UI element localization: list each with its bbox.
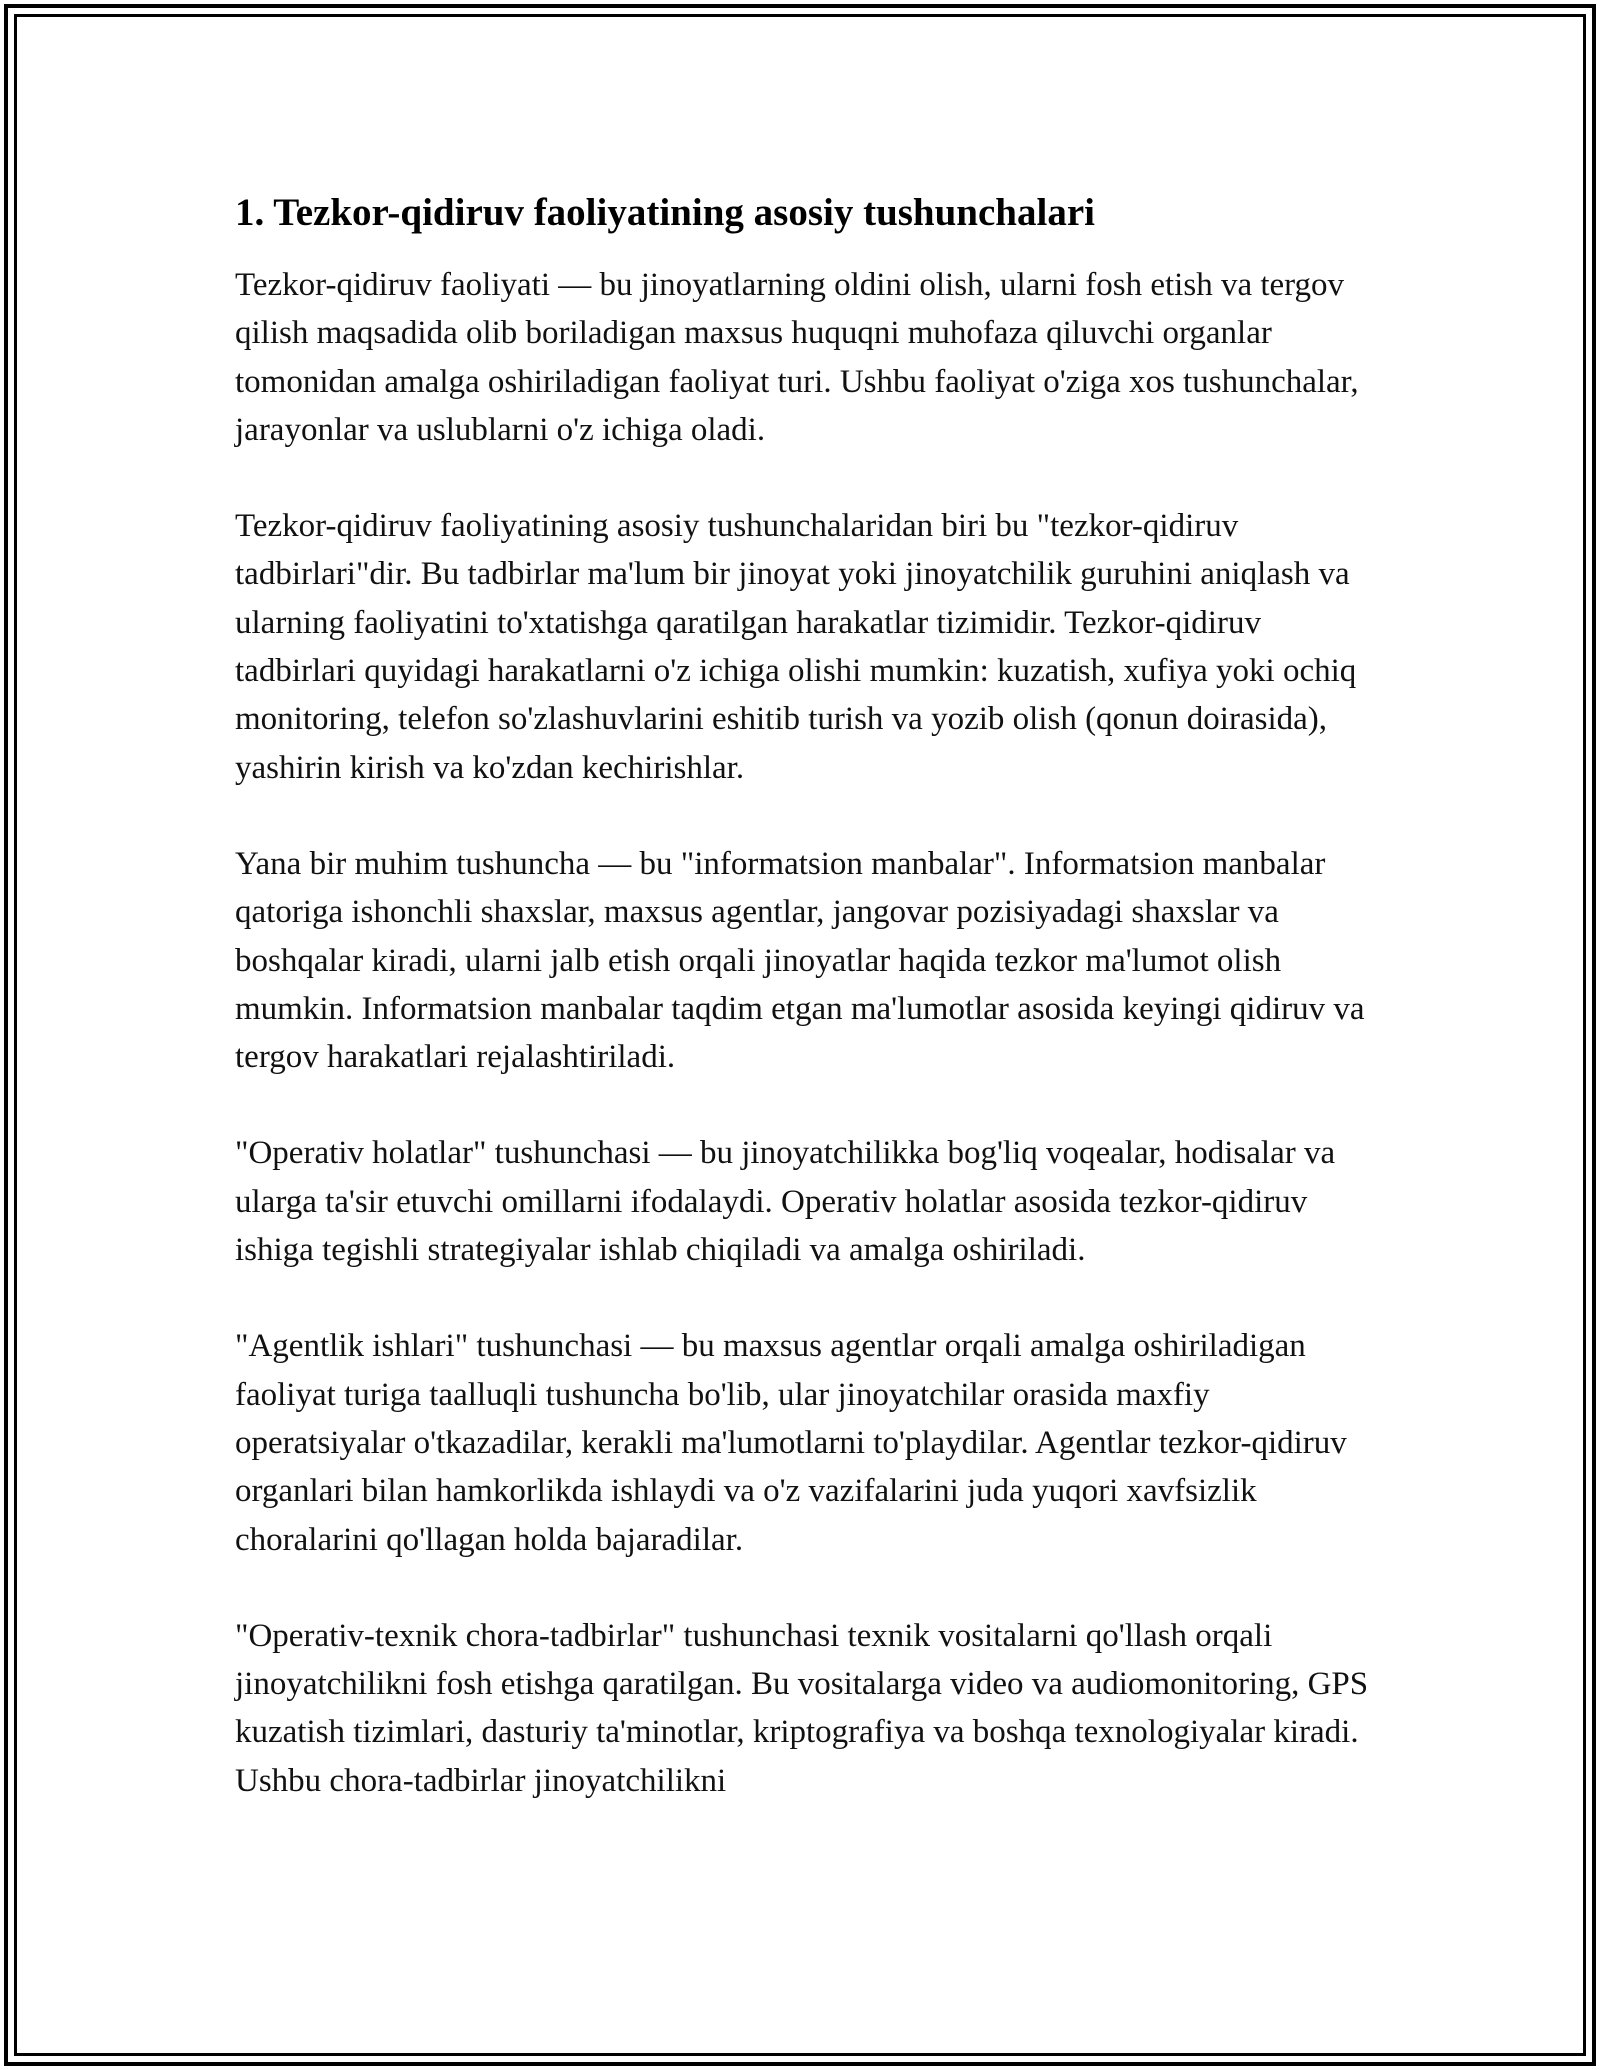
paragraph-4: "Operativ holatlar" tushunchasi — bu jinoyatchilikka bog'liq voqealar, hodisalar va ularga ta'sir etuvchi omillarni ifodalaydi. Operativ holatlar asosida tezkor-qidiruv ishiga tegishli strategiyalar ishlab chiqiladi va amalga oshiriladi. — [235, 1135, 1336, 1269]
paragraph-1: Tezkor-qidiruv faoliyati — bu jinoyatlarning oldini olish, ularni fosh etish va tergov qilish maqsadida olib boriladigan maxsus huquqni muhofaza qiluvchi organlar tomonidan amalga oshiriladigan faoliyat turi. Ushbu faoliyat o'ziga xos tushunchalar, jarayonlar va uslublarni o'z ichiga oladi. — [235, 267, 1359, 448]
paragraph-3: Yana bir muhim tushuncha — bu "informatsion manbalar". Informatsion manbalar qatoriga ishonchli shaxslar, maxsus agentlar, jangovar pozisiyadagi shaxslar va boshqalar kiradi, ularni jalb etish orqali jinoyatlar haqida tezkor ma'lumot olish mumkin. Informatsion manbalar taqdim etgan ma'lumotlar asosida keyingi qidiruv va tergov harakatlari rejalashtiriladi. — [235, 845, 1365, 1076]
paragraph-5: "Agentlik ishlari" tushunchasi — bu maxsus agentlar orqali amalga oshiriladigan faoliyat turiga taalluqli tushuncha bo'lib, ular jinoyatchilar orasida maxfiy operatsiyalar o'tkazadilar, kerakli ma'lumotlarni to'playdilar. Agentlar tezkor-qidiruv organlari bilan hamkorlikda ishlaydi va o'z vazifalarini juda yuqori xavfsizlik choralarini qo'llagan holda bajaradilar. — [235, 1328, 1347, 1558]
paragraph-2: Tezkor-qidiruv faoliyatining asosiy tushunchalaridan biri bu "tezkor-qidiruv tadbirlari"dir. Bu tadbirlar ma'lum bir jinoyat yoki jinoyatchilik guruhini aniqlash va ularning faoliyatini to'xtatishga qaratilgan harakatlar tizimidir. Tezkor-qidiruv tadbirlari quyidagi harakatlarni o'z ichiga olishi mumkin: kuzatish, xufiya yoki ochiq monitoring, telefon so'zlashuvlarini eshitib turish va yozib olish (qonun doirasida), yashirin kirish va ko'zdan kechirishlar. — [235, 508, 1357, 786]
document-body — [235, 185, 1385, 1853]
paragraph-6: "Operativ-texnik chora-tadbirlar" tushunchasi texnik vositalarni qo'llash orqali jinoyatchilikni fosh etishga qaratilgan. Bu vositalarga video va audiomonitoring, GPS kuzatish tizimlari, dasturiy ta'minotlar, kriptografiya va boshqa texnologiyalar kiradi. Ushbu chora-tadbirlar jinoyatchilikni — [235, 1617, 1369, 1799]
section-heading: 1. Tezkor-qidiruv faoliyatining asosiy tushunchalari — [235, 191, 1095, 234]
